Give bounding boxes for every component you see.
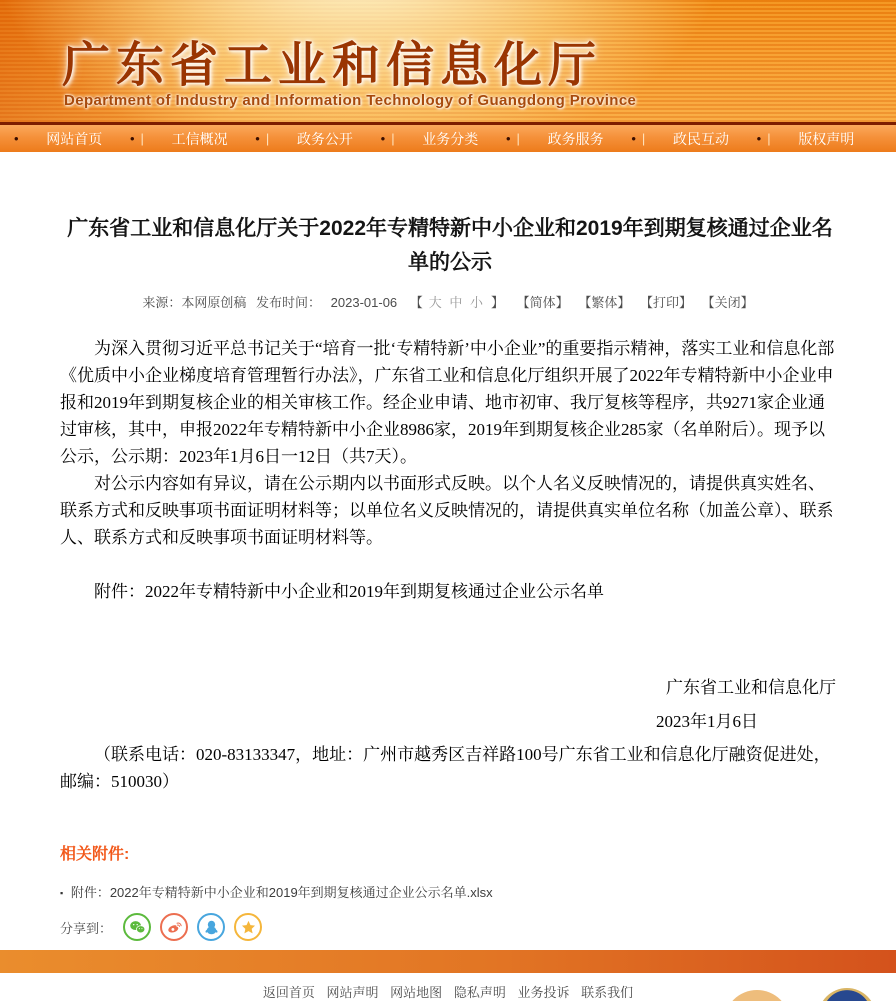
signature-org: 广东省工业和信息化厅 — [666, 678, 836, 697]
nav-bullet-icon: • — [14, 131, 19, 146]
footer-link-complaint[interactable]: 业务投诉 — [517, 985, 570, 1000]
footer-link-statement[interactable]: 网站声明 — [326, 985, 379, 1000]
meta-publish-date: 2023-01-06 — [330, 295, 398, 310]
main-nav — [0, 122, 896, 152]
site-subtitle: Department of Industry and Information Technology of Guangdong Province — [64, 92, 637, 109]
nav-bullet-icon: • — [631, 131, 636, 146]
square-bullet-icon: ▪ — [60, 888, 64, 898]
nav-item-copyright[interactable]: 版权声明 — [798, 130, 855, 147]
nav-item-overview[interactable]: 工信概况 — [171, 130, 228, 147]
font-size-controls[interactable]: 【 大 中 小 】 — [409, 295, 505, 310]
meta-publish-label: 发布时间： — [256, 295, 322, 310]
share-label: 分享到： — [60, 920, 113, 936]
footer-link-sitemap[interactable]: 网站地图 — [390, 985, 443, 1000]
article-meta — [60, 292, 836, 311]
site-title: 广东省工业和信息化厅 — [62, 39, 603, 92]
nav-bullet-icon: • — [129, 131, 135, 146]
close-button[interactable]: 【关闭】 — [701, 295, 754, 310]
wechat-share-icon[interactable] — [123, 913, 151, 941]
print-button[interactable]: 【打印】 — [639, 295, 692, 310]
article-content — [0, 152, 896, 950]
meta-source: 来源：本网原创稿 — [142, 295, 247, 310]
share-bar — [60, 913, 836, 941]
nav-separator: | — [641, 131, 646, 146]
nav-item-services[interactable]: 政务服务 — [547, 130, 604, 147]
paragraph-2: 对公示内容如有异议，请在公示期内以书面形式反映。以个人名义反映情况的，请提供真实姓名、联系方式和反映事项书面证明材料等；以单位名义反映情况的，请提供真实单位名称（加盖公章）、联系人、联系方式和反映事项书面证明材料等。 — [60, 474, 834, 547]
nav-bullet-icon: • — [255, 131, 260, 146]
site-banner — [0, 0, 896, 122]
nav-bullet-icon: • — [505, 131, 511, 146]
nav-item-gov-affairs[interactable]: 政务公开 — [296, 130, 353, 147]
signature-date: 2023年1月6日 — [656, 712, 758, 731]
nav-item-home[interactable]: 网站首页 — [46, 130, 103, 147]
related-attachments-heading: 相关附件: — [60, 846, 130, 863]
attachment-file-link[interactable] — [60, 882, 836, 901]
nav-separator: | — [391, 131, 395, 146]
traditional-button[interactable]: 【繁体】 — [578, 295, 631, 310]
nav-bullet-icon: • — [380, 131, 386, 146]
nav-item-interaction[interactable]: 政民互动 — [672, 130, 729, 147]
qq-share-icon[interactable] — [197, 913, 225, 941]
nav-separator: | — [265, 131, 270, 146]
qzone-share-icon[interactable] — [234, 913, 262, 941]
footer-accent-bar — [0, 950, 896, 973]
nav-separator: | — [516, 131, 520, 146]
simplified-button[interactable]: 【简体】 — [516, 295, 569, 310]
attachment-link[interactable]: 附件：2022年专精特新中小企业和2019年到期复核通过企业公示名单 — [94, 582, 604, 601]
footer-link-privacy[interactable]: 隐私声明 — [453, 985, 506, 1000]
weibo-share-icon[interactable] — [160, 913, 188, 941]
nav-item-business[interactable]: 业务分类 — [422, 130, 479, 147]
page-title: 广东省工业和信息化厅关于2022年专精特新中小企业和2019年到期复核通过企业名单的公示 — [67, 217, 833, 274]
footer-link-home[interactable]: 返回首页 — [262, 985, 315, 1000]
nav-bullet-icon: • — [756, 131, 762, 146]
contact-info: （联系电话：020-83133347，地址：广州市越秀区吉祥路100号广东省工业和信息化厅融资促进处，邮编：510030） — [60, 745, 831, 791]
attachment-file-name: 附件：2022年专精特新中小企业和2019年到期复核通过企业公示名单.xlsx — [70, 885, 493, 900]
footer-link-contact[interactable]: 联系我们 — [581, 985, 634, 1000]
nav-separator: | — [140, 131, 144, 146]
paragraph-1: 为深入贯彻习近平总书记关于“培育一批‘专精特新’中小企业”的重要指示精神，落实工业和信息化部《优质中小企业梯度培育管理暂行办法》，广东省工业和信息化厅组织开展了2022年专精特新中小企业申报和2019年到期复核企业的相关审核工作。经企业申请、地市初审、我厅复核等程序，共9271家企业通过审核，其中，申报2022年专精特新中小企业8986家，2019年到期复核企业285家（名单附后）。现予以公示，公示期：2023年1月6日一12日（共7天）。 — [60, 339, 835, 466]
nav-separator: | — [767, 131, 771, 146]
